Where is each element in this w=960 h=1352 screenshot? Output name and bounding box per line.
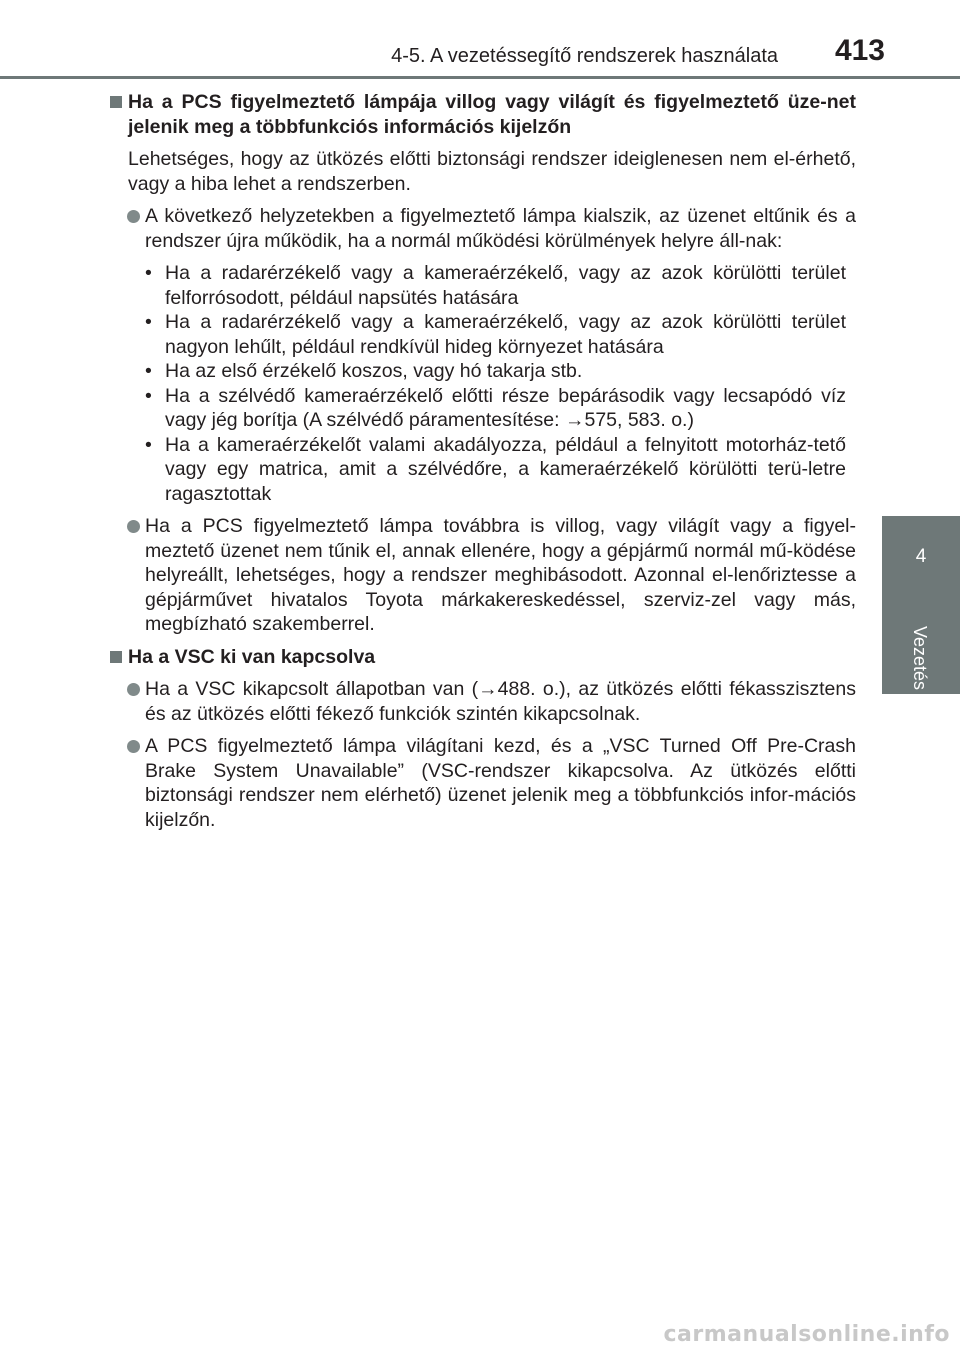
dot-icon: • [145,262,152,284]
section-intro: Lehetséges, hogy az ütközés előtti biztonsági rendszer ideiglenesen nem el-érhető, vagy a hiba lehet a rendszerben. [128,148,856,195]
dot-icon: • [145,384,152,407]
circle-bullet-icon [127,520,140,533]
section-heading-text: Ha a VSC ki van kapcsolva [128,645,376,668]
chapter-number: 4 [915,546,927,567]
sub-bullet-text: Ha a kameraérzékelőt valami akadályozza, például a felnyitott motorház-tető vagy egy matrica, amit a szélvédőre, a kameraérzékelő körülötti terü-letre ragasztottak [165,433,846,505]
dot-icon: • [145,433,152,456]
chapter-tab [882,516,960,694]
section-heading [108,90,856,139]
page-content [108,90,856,832]
circle-bullet-icon [127,210,140,223]
sub-bullet-item [108,433,856,507]
page-header [0,0,960,80]
list-item [108,204,856,253]
sub-bullet-item [108,359,856,384]
list-item-text: A PCS figyelmeztető lámpa világítani kezd, és a „VSC Turned Off Pre-Crash Brake System Unavailable” (VSC-rendszer kikapcsolva. Az ütközés előtti biztonsági rendszer nem elérhető) üzenet jelenik meg a többfunkciós infor-mációs kijelzőn. [145,735,856,831]
sub-bullet-list [108,261,856,506]
sub-bullet-item [108,310,856,359]
dot-icon: • [145,360,152,382]
page-number: 413 [834,34,885,67]
header-rule [0,76,960,79]
dot-icon: • [145,311,152,333]
section-heading-text: Ha a PCS figyelmeztető lámpája villog vagy világít és figyelmeztető üze-net jelenik meg a többfunkciós információs kijelzőn [128,91,856,138]
sub-bullet-text: Ha a radarérzékelő vagy a kameraérzékelő, vagy az azok körülötti terület nagyon lehűlt, például rendkívül hideg környezet hatására [165,311,846,358]
sub-bullet-item [108,261,856,310]
list-item [108,677,856,726]
sub-bullet-text: Ha az első érzékelő koszos, vagy hó takarja stb. [165,360,583,382]
sub-bullet-text: Ha a szélvédő kameraérzékelő előtti része bepárásodik vagy lecsapódó víz vagy jég borítja (A szélvédő páramentesítése: →575, 583. o.) [165,384,846,431]
square-bullet-icon [110,96,122,108]
circle-bullet-icon [127,740,140,753]
list-item-text: Ha a VSC kikapcsolt állapotban van (→488. o.), az ütközés előtti fékasszisztens és az ütközés előtti fékező funkciók szintén kikapcsolnak. [145,678,856,725]
section-title: 4-5. A vezetéssegítő rendszerek használata [391,45,778,67]
chapter-label: Vezetés [910,626,930,691]
list-item-text: A következő helyzetekben a figyelmeztető lámpa kialszik, az üzenet eltűnik és a rendszer újra működik, ha a normál működési körülmények helyre áll-nak: [145,205,856,252]
sub-bullet-text: Ha a radarérzékelő vagy a kameraérzékelő, vagy az azok körülötti terület felforrósodott, például napsütés hatására [165,262,846,309]
list-item [108,734,856,832]
square-bullet-icon [110,651,122,663]
sub-bullet-item [108,384,856,433]
circle-bullet-icon [127,683,140,696]
list-item-text: Ha a PCS figyelmeztető lámpa továbbra is villog, vagy világít vagy a figyel-meztető üzenet nem tűnik el, annak ellenére, hogy a gépjármű normál mű-ködése helyreállt, lehetséges, hogy a rendszer meghibásodott. Azonnal el-lenőriztesse a gépjárművet hivatalos Toyota márkakereskedéssel, szerviz-zel vagy más, megbízható szakemberrel. [145,515,856,635]
list-item [108,514,856,637]
section-heading [108,645,856,670]
watermark: carmanualsonline.info [663,1322,950,1347]
